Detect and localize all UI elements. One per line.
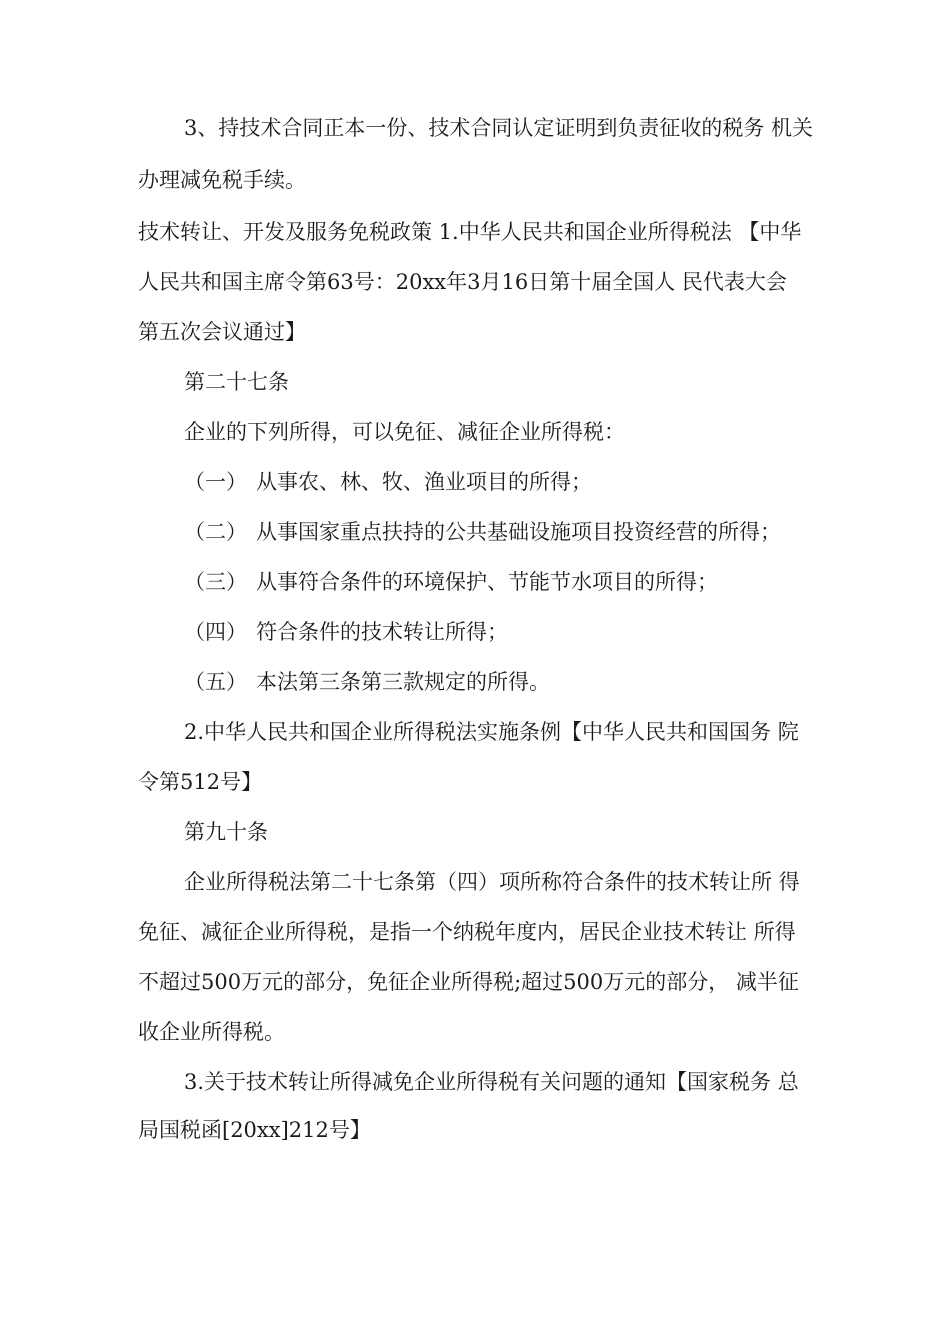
paragraph-3-line-1: 2.中华人民共和国企业所得税法实施条例【中华人民共和国国务 院 [184,720,799,744]
list-item-text: 符合条件的技术转让所得； [256,620,508,644]
article-90-heading: 第九十条 [184,820,268,844]
paragraph-5-line-2: 局国税函[20xx]212号】 [138,1118,371,1142]
paragraph-4-line-1: 企业所得税法第二十七条第（四）项所称符合条件的技术转让所 得 [184,870,800,894]
paragraph-4-line-4: 收企业所得税。 [138,1020,285,1044]
list-item-number: （一） [184,470,247,494]
list-item-text: 从事符合条件的环境保护、节能节水项目的所得； [256,570,718,594]
paragraph-2-line-1: 技术转让、开发及服务免税政策 1.中华人民共和国企业所得税法 【中华 [138,220,802,244]
paragraph-2-line-2: 人民共和国主席令第63号：20xx年3月16日第十届全国人 民代表大会 [138,270,787,294]
list-item-number: （四） [184,620,247,644]
paragraph-3-line-2: 令第512号】 [138,770,263,794]
list-item-text: 从事国家重点扶持的公共基础设施项目投资经营的所得； [256,520,781,544]
list-item-number: （二） [184,520,247,544]
intro-text: 企业的下列所得，可以免征、减征企业所得税： [184,420,625,444]
paragraph-1-line-2: 办理减免税手续。 [138,168,306,192]
list-item-number: （五） [184,670,247,694]
paragraph-1-line-1: 3、持技术合同正本一份、技术合同认定证明到负责征收的税务 机关 [184,116,814,140]
paragraph-2-line-3: 第五次会议通过】 [138,320,306,344]
paragraph-5-line-1: 3.关于技术转让所得减免企业所得税有关问题的通知【国家税务 总 [184,1070,799,1094]
paragraph-4-line-3: 不超过500万元的部分，免征企业所得税;超过500万元的部分， 减半征 [138,970,799,994]
list-item-number: （三） [184,570,247,594]
list-item-text: 本法第三条第三款规定的所得。 [256,670,550,694]
paragraph-4-line-2: 免征、减征企业所得税，是指一个纳税年度内，居民企业技术转让 所得 [138,920,796,944]
article-27-heading: 第二十七条 [184,370,289,394]
list-item-text: 从事农、林、牧、渔业项目的所得； [256,470,592,494]
